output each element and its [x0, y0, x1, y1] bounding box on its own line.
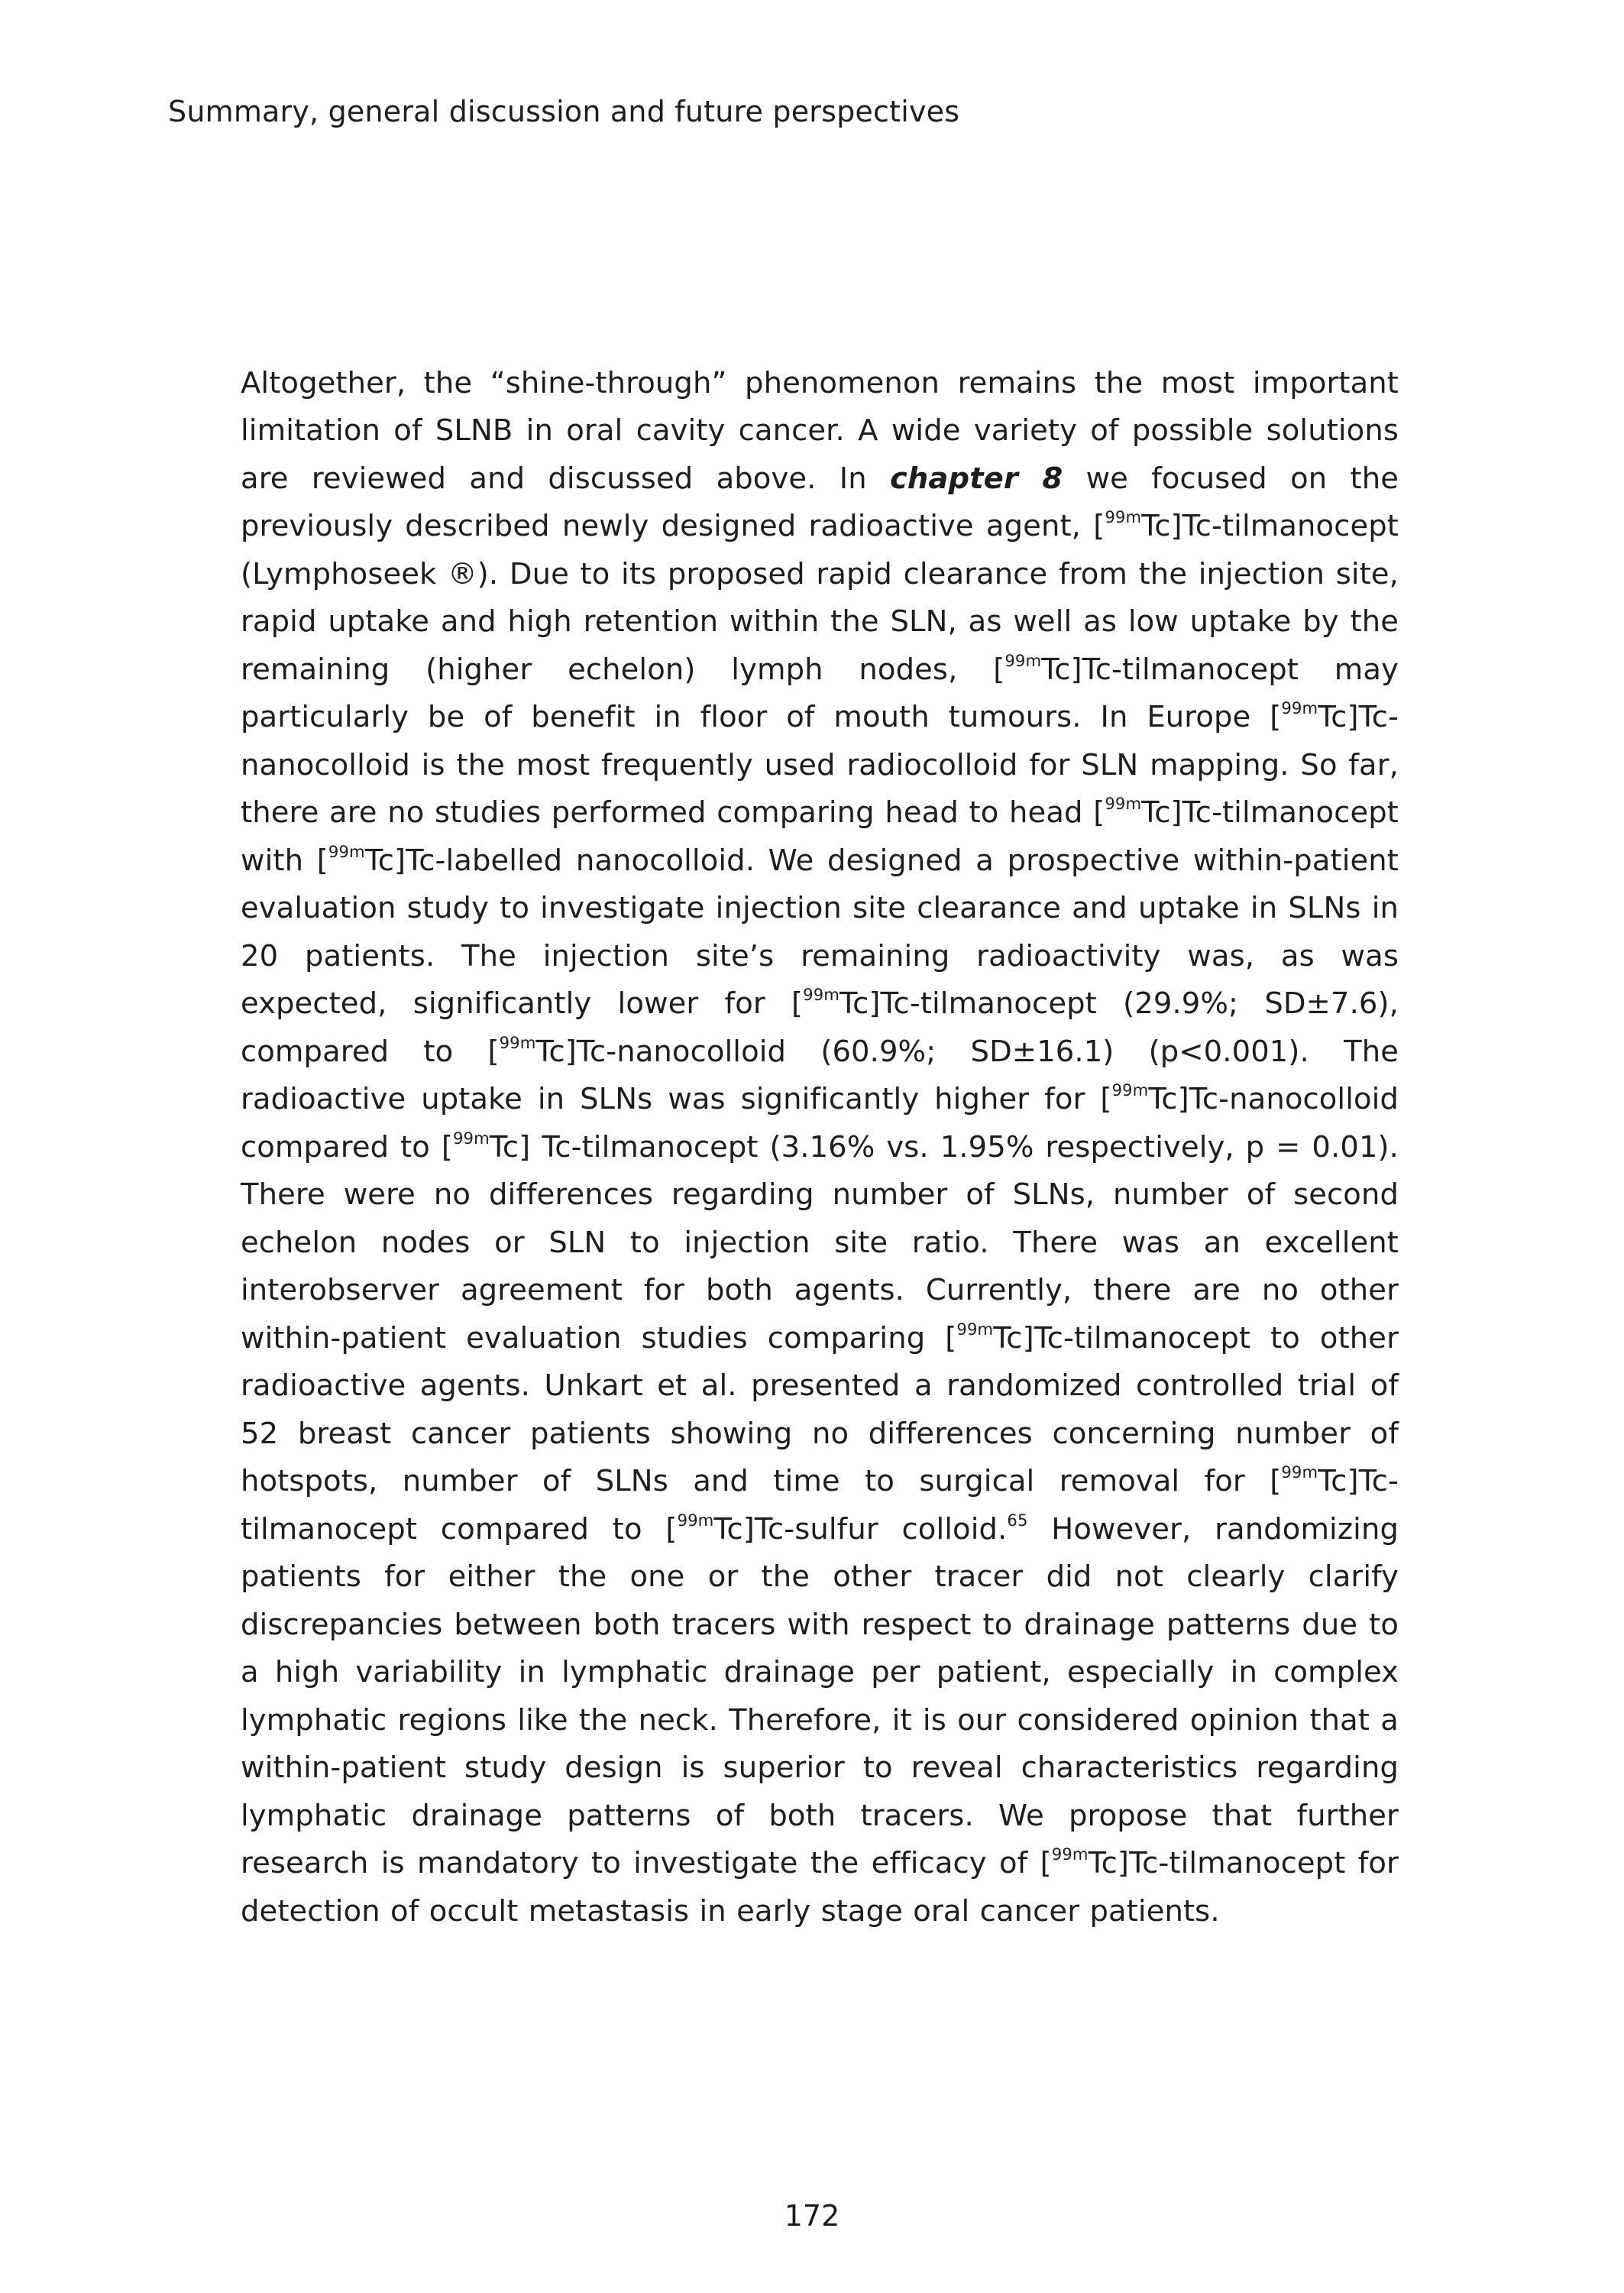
- text-segment: Tc]Tc-tilmanocept compared to [: [241, 1464, 1399, 1546]
- isotope-superscript: 99m: [499, 1032, 536, 1052]
- text-segment: Tc]Tc-nanocolloid (60.9%; SD±16.1) (p<0.001). The radioactive uptake in SLNs was significantly higher for [: [241, 1034, 1399, 1116]
- text-segment: we focused on the previously described newly designed radioactive agent, [: [241, 461, 1399, 543]
- text-segment: Tc]Tc-sulfur colloid.: [713, 1511, 1008, 1546]
- isotope-superscript: 99m: [1281, 1462, 1318, 1482]
- isotope-superscript: 99m: [328, 841, 365, 861]
- text-segment: Tc]Tc-labelled nanocolloid. We designed a prospective within-patient evaluation study to investigate injection site clearance and uptake in SLNs in 20 patients. The injection site’s remaining radioactivity was, as was expected, significantly lower for [: [241, 843, 1399, 1021]
- chapter-reference: chapter 8: [889, 461, 1063, 496]
- isotope-superscript: 99m: [1281, 698, 1318, 717]
- text-segment: Tc]Tc-tilmanocept for detection of occult metastasis in early stage oral cancer patients.: [241, 1846, 1399, 1929]
- body-paragraph: [241, 360, 1399, 1936]
- text-segment: Tc]Tc-tilmanocept with [: [241, 795, 1399, 878]
- text-segment: Tc]Tc-nanocolloid compared to [: [241, 1082, 1399, 1164]
- page-number: 172: [784, 2199, 840, 2233]
- text-segment: Tc]Tc-tilmanocept to other radioactive agents. Unkart et al. presented a randomized controlled trial of 52 breast cancer patients showing no differences concerning number of hotspots, number of SLNs and time to surgical removal for [: [241, 1320, 1399, 1498]
- isotope-superscript: 99m: [1004, 650, 1042, 670]
- isotope-superscript: 99m: [453, 1128, 490, 1148]
- isotope-superscript: 99m: [956, 1319, 994, 1339]
- text-segment: Tc]Tc-tilmanocept (Lymphoseek ®). Due to its proposed rapid clearance from the injection site, rapid uptake and high retention within the SLN, as well as low uptake by the remaining (higher echelon) lymph nodes, [: [241, 509, 1399, 687]
- text-segment: Tc]Tc-nanocolloid is the most frequently used radiocolloid for SLN mapping. So far, there are no studies performed comparing head to head [: [241, 700, 1399, 830]
- isotope-superscript: 99m: [1051, 1844, 1089, 1864]
- text-segment: However, randomizing patients for either the one or the other tracer did not clearly clarify discrepancies between both tracers with respect to drainage patterns due to a high variability in lymphatic drainage per patient, especially in complex lymphatic regions like the neck. Therefore, it is our considered opinion that a within-patient study design is superior to reveal characteristics regarding lymphatic drainage patterns of both tracers. We propose that further research is mandatory to investigate the efficacy of [: [241, 1511, 1399, 1880]
- text-segment: Tc] Tc-tilmanocept (3.16% vs. 1.95% respectively, p = 0.01). There were no differences regarding number of SLNs, number of second echelon nodes or SLN to injection site ratio. There was an excellent interobserver agreement for both agents. Currently, there are no other within-patient evaluation studies comparing [: [241, 1129, 1399, 1355]
- running-header: Summary, general discussion and future perspectives: [168, 95, 960, 128]
- isotope-superscript: 99m: [1111, 1080, 1149, 1100]
- isotope-superscript: 99m: [1105, 507, 1142, 526]
- isotope-superscript: 99m: [677, 1510, 714, 1530]
- citation-superscript: 65: [1007, 1510, 1028, 1530]
- isotope-superscript: 99m: [803, 985, 840, 1004]
- isotope-superscript: 99m: [1105, 794, 1142, 813]
- text-segment: Tc]Tc-tilmanocept may particularly be of benefit in floor of mouth tumours. In Europe [: [241, 652, 1399, 734]
- text-segment: Altogether, the “shine-through” phenomenon remains the most important limitation of SLNB in oral cavity cancer. A wide variety of possible solutions are reviewed and discussed above. In: [241, 365, 1399, 496]
- text-segment: Tc]Tc-tilmanocept (29.9%; SD±7.6), compared to [: [241, 986, 1399, 1069]
